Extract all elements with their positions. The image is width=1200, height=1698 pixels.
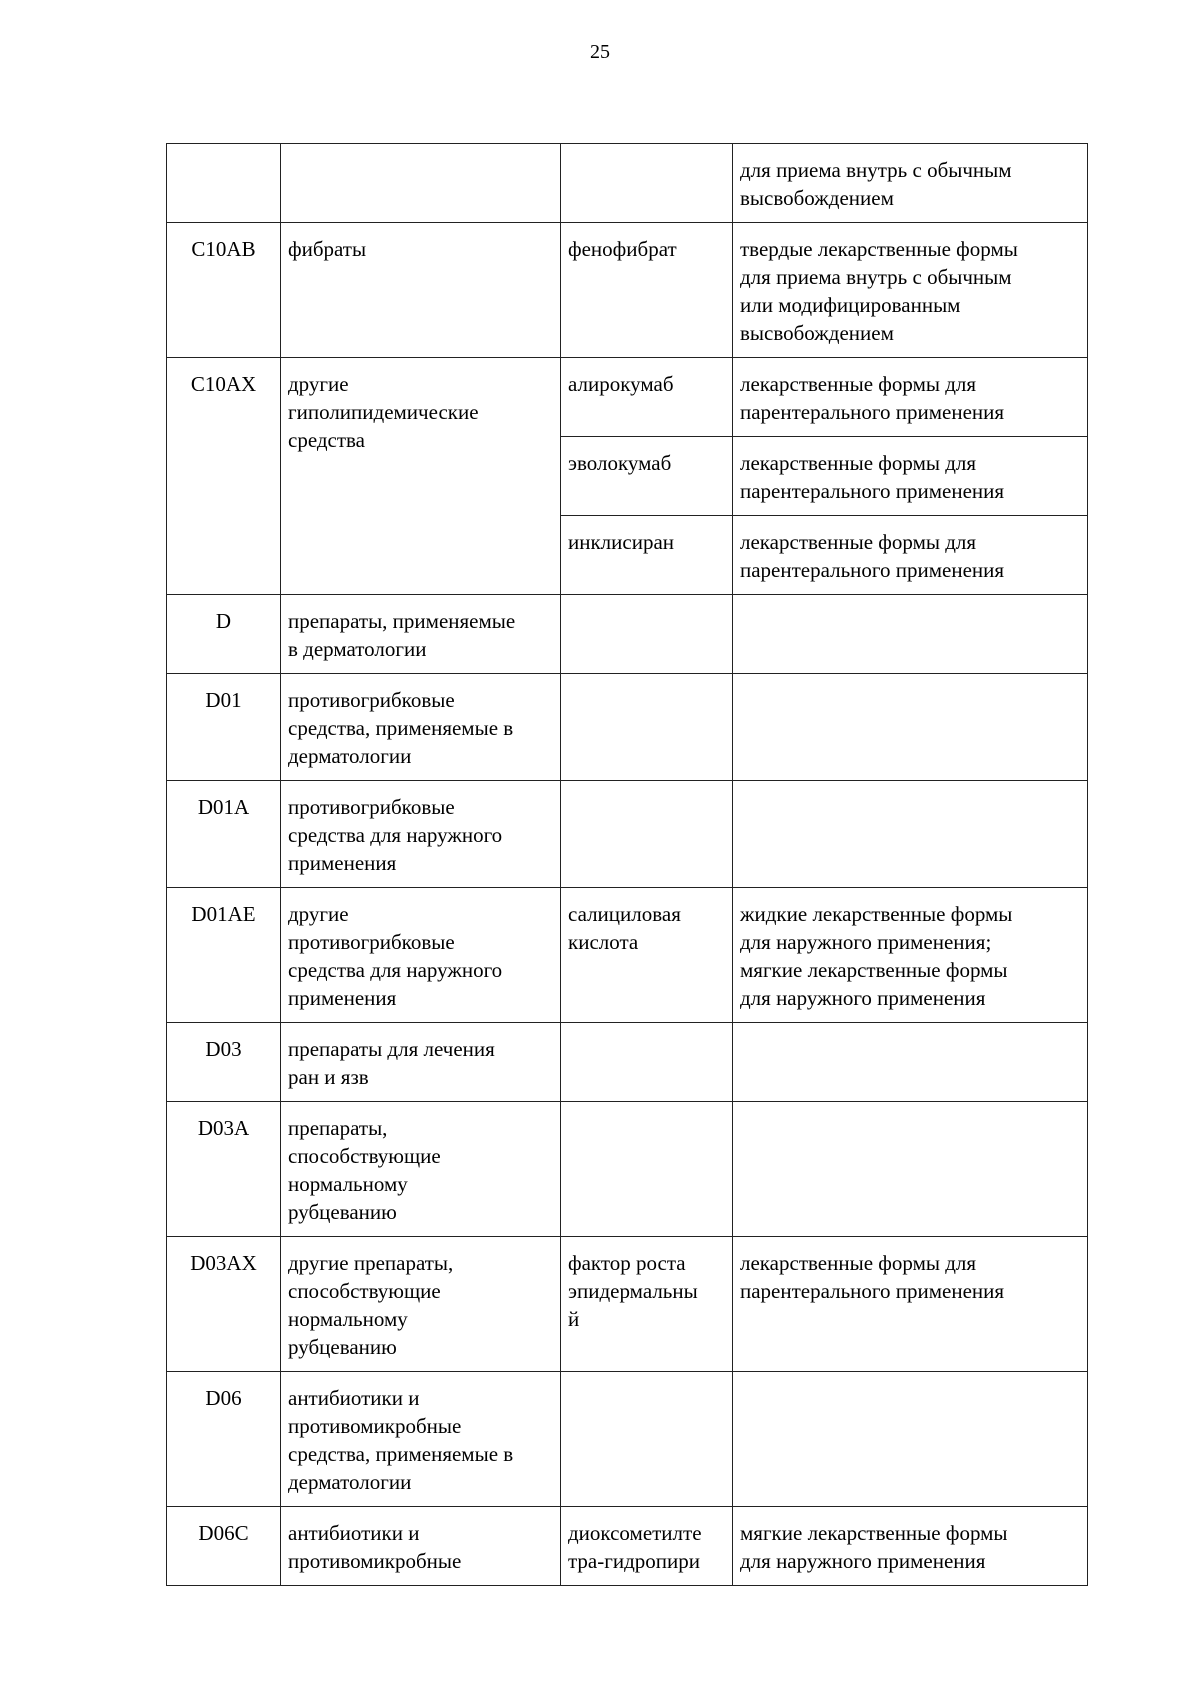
atc-code-cell-text: D01AE (191, 902, 256, 926)
drug-name-cell-text: салициловая кислота (568, 902, 681, 954)
table-row (167, 1237, 1088, 1372)
table-body (167, 144, 1088, 1586)
dosage-form-cell-text: лекарственные формы для парентерального применения (740, 451, 1005, 503)
group-cell (281, 1237, 561, 1372)
dosage-form-cell (733, 1372, 1088, 1507)
atc-code-cell (167, 1023, 281, 1102)
dosage-form-cell (733, 223, 1088, 358)
drug-name-cell-text: диоксометилте тра-гидропири (568, 1521, 702, 1573)
drug-name-cell-text: эволокумаб (568, 451, 672, 475)
table-row (167, 1023, 1088, 1102)
atc-code-cell (167, 781, 281, 888)
atc-code-cell (167, 223, 281, 358)
group-cell (281, 144, 561, 223)
drug-table (166, 143, 1088, 1586)
group-cell (281, 358, 561, 595)
group-cell-text: другие противогрибковые средства для наружного применения (288, 902, 503, 1010)
dosage-form-cell-text: лекарственные формы для парентерального применения (740, 530, 1005, 582)
table-row (167, 1507, 1088, 1586)
dosage-form-cell-text: лекарственные формы для парентерального применения (740, 372, 1005, 424)
group-cell-text: антибиотики и противомикробные средства, применяемые в дерматологии (288, 1386, 514, 1494)
drug-name-cell-text: алирокумаб (568, 372, 674, 396)
table-row (167, 781, 1088, 888)
atc-code-cell (167, 595, 281, 674)
group-cell-text: противогрибковые средства, применяемые в дерматологии (288, 688, 514, 768)
drug-name-cell (561, 674, 733, 781)
dosage-form-cell (733, 437, 1088, 516)
table-row (167, 1102, 1088, 1237)
drug-name-cell (561, 1102, 733, 1237)
atc-code-cell (167, 1372, 281, 1507)
group-cell-text: другие гиполипидемические средства (288, 372, 479, 452)
table-row (167, 595, 1088, 674)
dosage-form-cell (733, 144, 1088, 223)
group-cell-text: фибраты (288, 237, 367, 261)
table-row (167, 144, 1088, 223)
group-cell (281, 223, 561, 358)
drug-name-cell (561, 1237, 733, 1372)
group-cell-text: антибиотики и противомикробные (288, 1521, 462, 1573)
group-cell-text: препараты, применяемые в дерматологии (288, 609, 516, 661)
atc-code-cell-text: D03 (205, 1037, 242, 1061)
atc-code-cell (167, 1102, 281, 1237)
atc-code-cell-text: D06 (205, 1386, 242, 1410)
dosage-form-cell-text: мягкие лекарственные формы для наружного применения (740, 1521, 1008, 1573)
dosage-form-cell-text: для приема внутрь с обычным высвобождением (740, 158, 1012, 210)
group-cell (281, 781, 561, 888)
group-cell-text: другие препараты, способствующие нормальному рубцеванию (288, 1251, 454, 1359)
group-cell-text: противогрибковые средства для наружного применения (288, 795, 503, 875)
drug-name-cell (561, 595, 733, 674)
dosage-form-cell-text: лекарственные формы для парентерального применения (740, 1251, 1005, 1303)
dosage-form-cell (733, 595, 1088, 674)
atc-code-cell-text: D01 (205, 688, 242, 712)
atc-code-cell (167, 674, 281, 781)
atc-code-cell (167, 1237, 281, 1372)
group-cell (281, 1507, 561, 1586)
dosage-form-cell (733, 1237, 1088, 1372)
drug-name-cell (561, 1372, 733, 1507)
group-cell (281, 1023, 561, 1102)
atc-code-cell-text: D03A (197, 1116, 250, 1140)
dosage-form-cell-text: жидкие лекарственные формы для наружного применения; мягкие лекарственные формы для наружного применения (740, 902, 1013, 1010)
dosage-form-cell (733, 358, 1088, 437)
group-cell (281, 888, 561, 1023)
atc-code-cell (167, 888, 281, 1023)
group-cell (281, 595, 561, 674)
drug-name-cell (561, 358, 733, 437)
drug-name-cell (561, 1507, 733, 1586)
dosage-form-cell (733, 516, 1088, 595)
drug-name-cell-text: инклисиран (568, 530, 675, 554)
atc-code-cell-text: D03AX (190, 1251, 257, 1275)
atc-code-cell-text: C10AX (190, 372, 257, 396)
group-cell (281, 674, 561, 781)
table-row (167, 358, 1088, 437)
dosage-form-cell (733, 1023, 1088, 1102)
drug-name-cell (561, 437, 733, 516)
atc-code-cell-text: D01A (197, 795, 250, 819)
drug-name-cell-text: фактор роста эпидермальны й (568, 1251, 698, 1331)
drug-name-cell (561, 1023, 733, 1102)
dosage-form-cell (733, 888, 1088, 1023)
dosage-form-cell (733, 1102, 1088, 1237)
atc-code-cell (167, 358, 281, 595)
drug-name-cell (561, 516, 733, 595)
atc-code-cell (167, 144, 281, 223)
atc-code-cell-text: D (215, 609, 232, 633)
group-cell (281, 1102, 561, 1237)
dosage-form-cell (733, 674, 1088, 781)
dosage-form-cell (733, 1507, 1088, 1586)
page-number: 25 (590, 41, 610, 63)
dosage-form-cell-text: твердые лекарственные формы для приема внутрь с обычным или модифицированным высвобождением (740, 237, 1018, 345)
group-cell (281, 1372, 561, 1507)
atc-code-cell-text: D06C (198, 1521, 249, 1545)
atc-code-cell-text: C10AB (191, 237, 256, 261)
drug-name-cell-text: фенофибрат (568, 237, 677, 261)
drug-name-cell (561, 781, 733, 888)
drug-name-cell (561, 223, 733, 358)
atc-code-cell (167, 1507, 281, 1586)
table-row (167, 674, 1088, 781)
group-cell-text: препараты для лечения ран и язв (288, 1037, 495, 1089)
dosage-form-cell (733, 781, 1088, 888)
group-cell-text: препараты, способствующие нормальному рубцеванию (288, 1116, 441, 1224)
drug-name-cell (561, 144, 733, 223)
table-row (167, 888, 1088, 1023)
table-row (167, 223, 1088, 358)
drug-name-cell (561, 888, 733, 1023)
table-row (167, 1372, 1088, 1507)
